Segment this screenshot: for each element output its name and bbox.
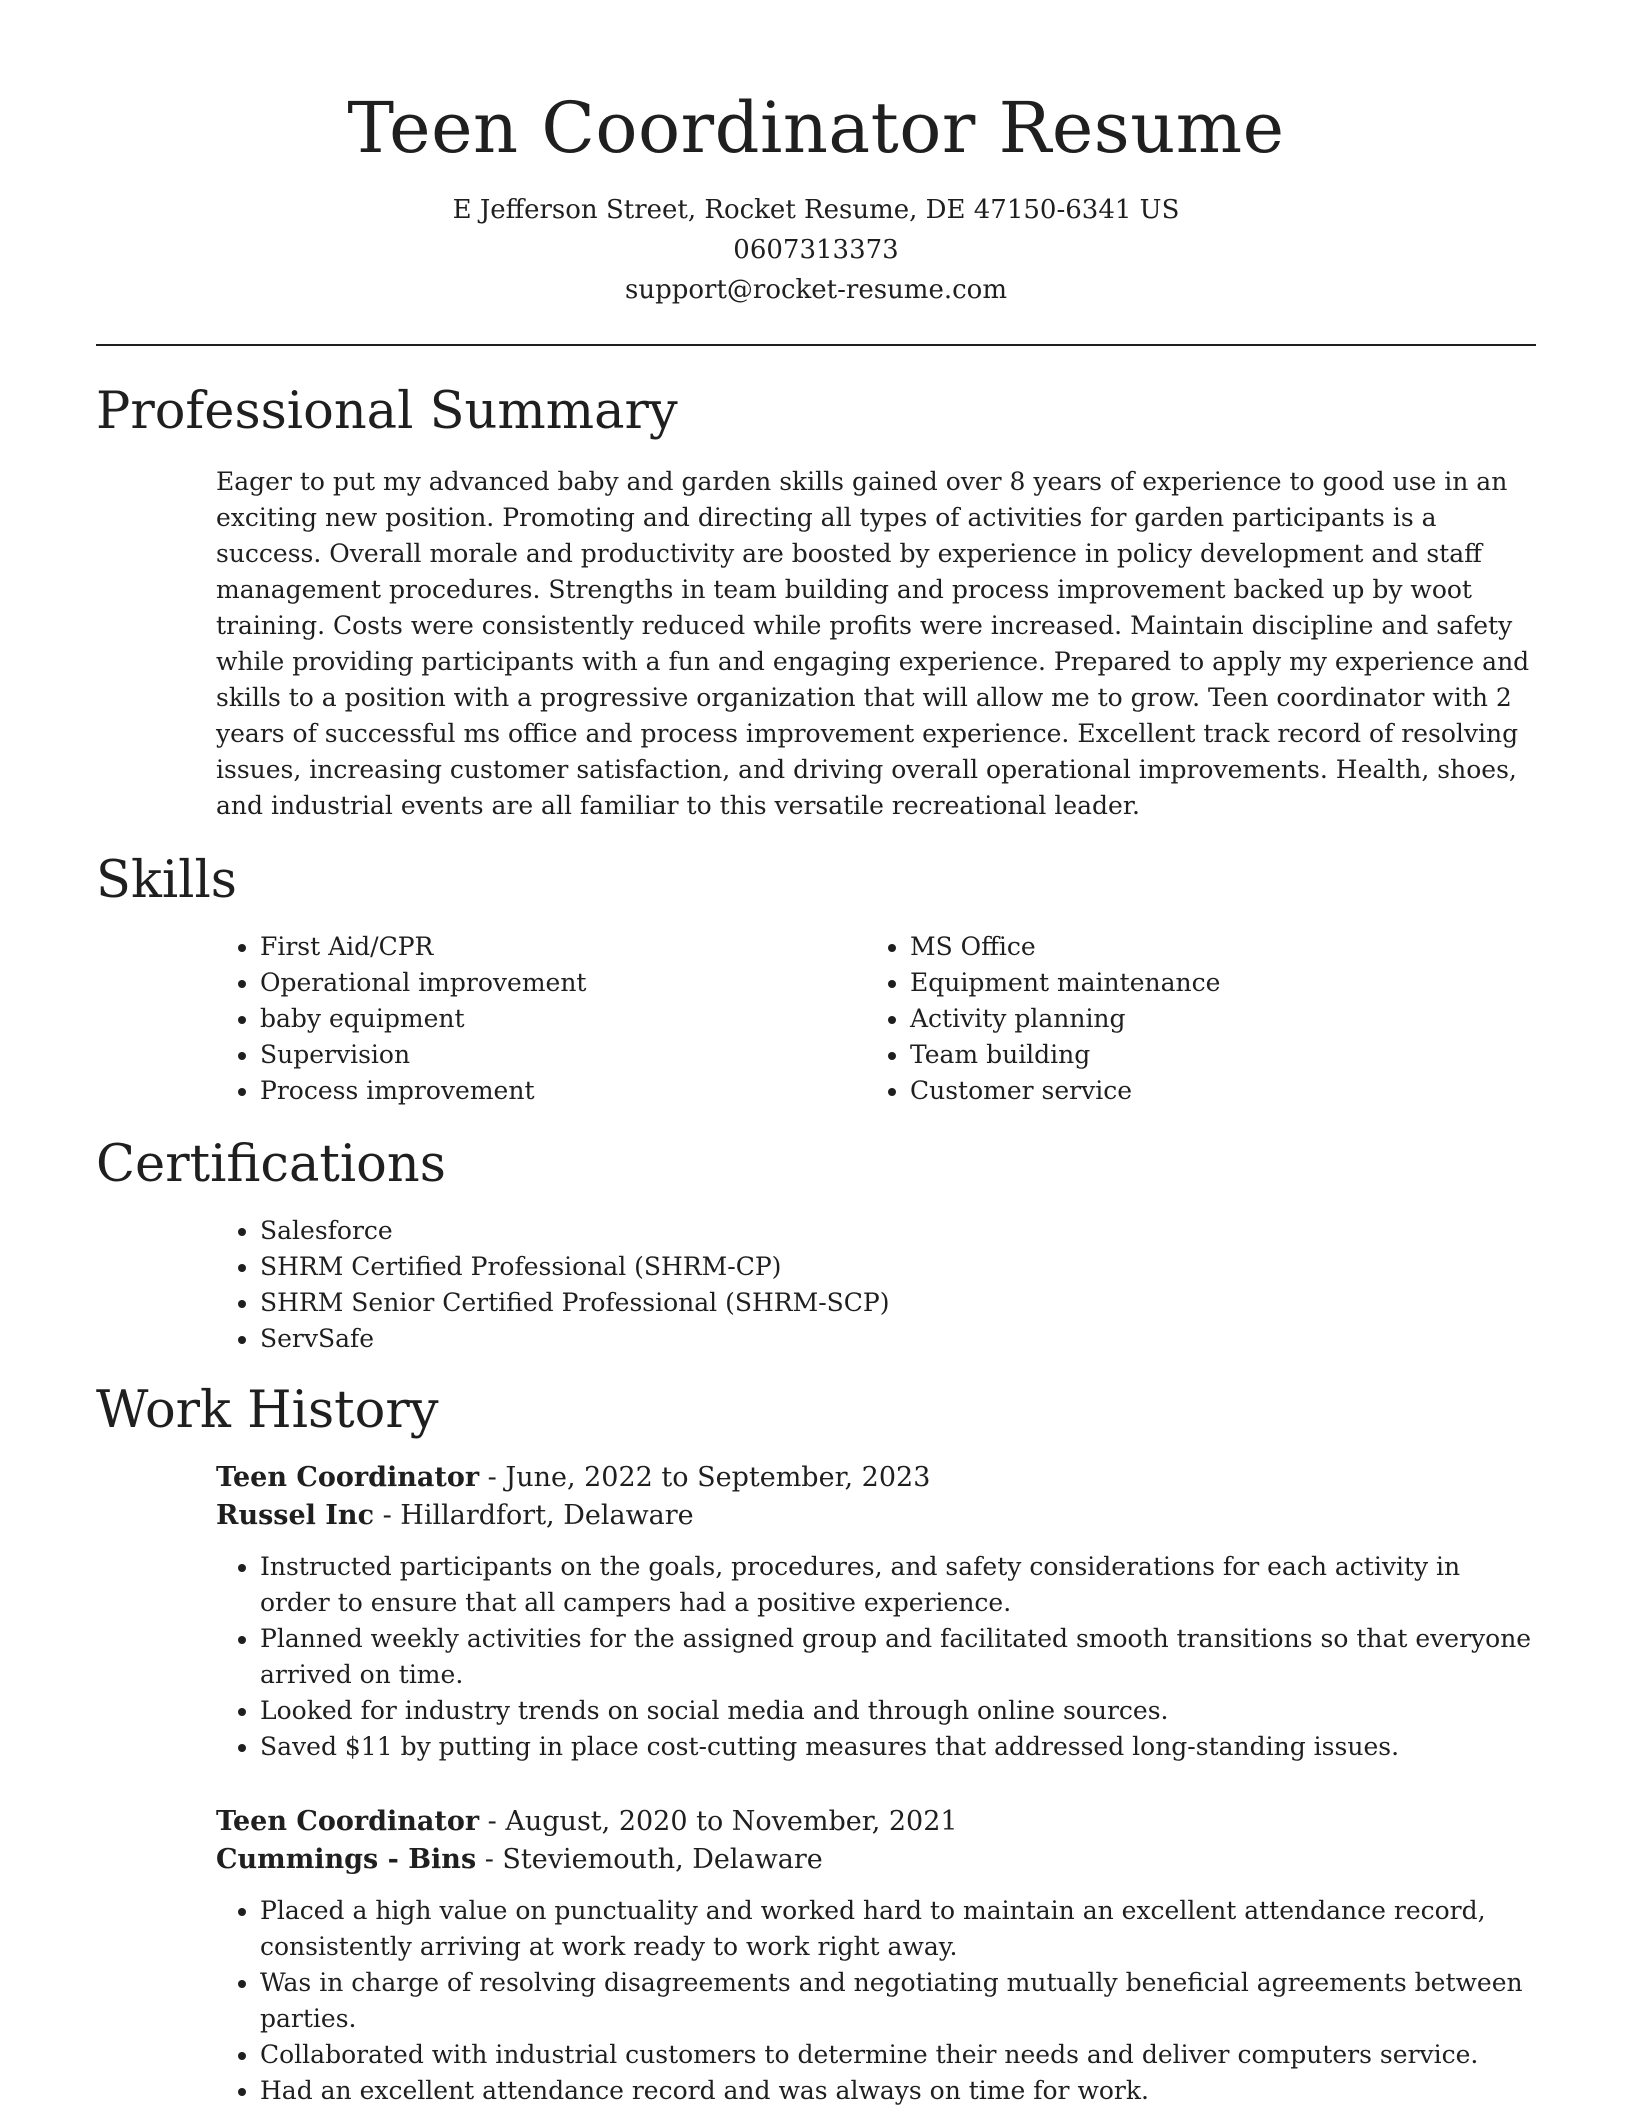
job-location: - Hillardfort, Delaware [374,1500,694,1531]
job-dates: - August, 2020 to November, 2021 [479,1806,958,1837]
contact-block [96,190,1536,310]
job-location: - Steviemouth, Delaware [476,1844,823,1875]
job-company-line [216,1497,1536,1535]
skills-column-right [866,929,1516,1109]
page-title: Teen Coordinator Resume [347,87,1285,169]
contact-address: E Jefferson Street, Rocket Resume, DE 47150-6341 US [452,195,1180,225]
work-history-section [96,1379,1536,2109]
job-bullet: • Planned weekly activities for the assigned group and facilitated smooth transitions so that everyone arrived on time. [260,1621,1536,1693]
skill-item: • Process improvement [260,1073,866,1109]
job-bullet: • Was in charge of resolving disagreements and negotiating mutually beneficial agreements between parties. [260,1965,1536,2037]
job-entry [216,1459,1536,1765]
job-title: Teen Coordinator [216,1806,480,1837]
summary-heading: Professional Summary [96,382,678,441]
job-bullet: • Placed a high value on punctuality and worked hard to maintain an excellent attendance record, consistently arriving at work ready to work right away. [260,1893,1536,1965]
skill-item: • Equipment maintenance [910,965,1516,1001]
certifications-heading: Certifications [96,1135,446,1194]
job-bullet: • Collaborated with industrial customers to determine their needs and deliver computers service. [260,2037,1536,2073]
job-bullets [216,1893,1536,2109]
skills-list [216,929,1536,1109]
certification-item: • ServSafe [260,1321,1536,1357]
resume-page [96,0,1536,2109]
job-entry [216,1803,1536,2109]
contact-phone: 0607313373 [733,235,899,265]
certifications-section [96,1133,1536,1357]
certification-item: • Salesforce [260,1213,1536,1249]
skill-item: • Activity planning [910,1001,1516,1037]
summary-text: Eager to put my advanced baby and garden skills gained over 8 years of experience to good use in an exciting new position. Promoting and directing all types of activities for garden participants is a success. Overall morale and productivity are boosted by experience in policy development and staff management procedures. Strengths in team building and process improvement backed up by woot training. Costs were consistently reduced while profits were increased. Maintain discipline and safety while providing participants with a fun and engaging experience. Prepared to apply my experience and skills to a position with a progressive organization that will allow me to grow. Teen coordinator with 2 years of successful ms office and process improvement experience. Excellent track record of resolving issues, increasing customer satisfaction, and driving overall operational improvements. Health, shoes, and industrial events are all familiar to this versatile recreational leader. [216,467,1530,820]
skill-item: • baby equipment [260,1001,866,1037]
job-bullet: • Saved $11 by putting in place cost-cutting measures that addressed long-standing issues. [260,1729,1536,1765]
job-title-line [216,1803,1536,1841]
job-bullet: • Instructed participants on the goals, procedures, and safety considerations for each activity in order to ensure that all campers had a positive experience. [260,1549,1536,1621]
contact-email: support@rocket-resume.com [624,275,1007,305]
job-company: Russel Inc [216,1500,375,1531]
job-bullet: • Looked for industry trends on social media and through online sources. [260,1693,1536,1729]
job-company-line [216,1841,1536,1879]
job-company: Cummings - Bins [216,1844,477,1875]
skills-heading: Skills [96,851,237,910]
certification-item: • SHRM Senior Certified Professional (SHRM-SCP) [260,1285,1536,1321]
skills-section [96,849,1536,1109]
skill-item: • Operational improvement [260,965,866,1001]
skill-item: • Supervision [260,1037,866,1073]
job-bullet: • Had an excellent attendance record and was always on time for work. [260,2073,1536,2109]
job-dates: - June, 2022 to September, 2023 [479,1462,931,1493]
work-history-heading: Work History [96,1381,439,1440]
header-divider [96,344,1536,346]
skill-item: • First Aid/CPR [260,929,866,965]
certification-item: • SHRM Certified Professional (SHRM-CP) [260,1249,1536,1285]
job-title: Teen Coordinator [216,1462,480,1493]
job-title-line [216,1459,1536,1497]
skill-item: • MS Office [910,929,1516,965]
job-bullets [216,1549,1536,1765]
skills-column-left [216,929,866,1109]
skill-item: • Customer service [910,1073,1516,1109]
certifications-list [216,1213,1536,1357]
summary-section [96,380,1536,824]
skill-item: • Team building [910,1037,1516,1073]
